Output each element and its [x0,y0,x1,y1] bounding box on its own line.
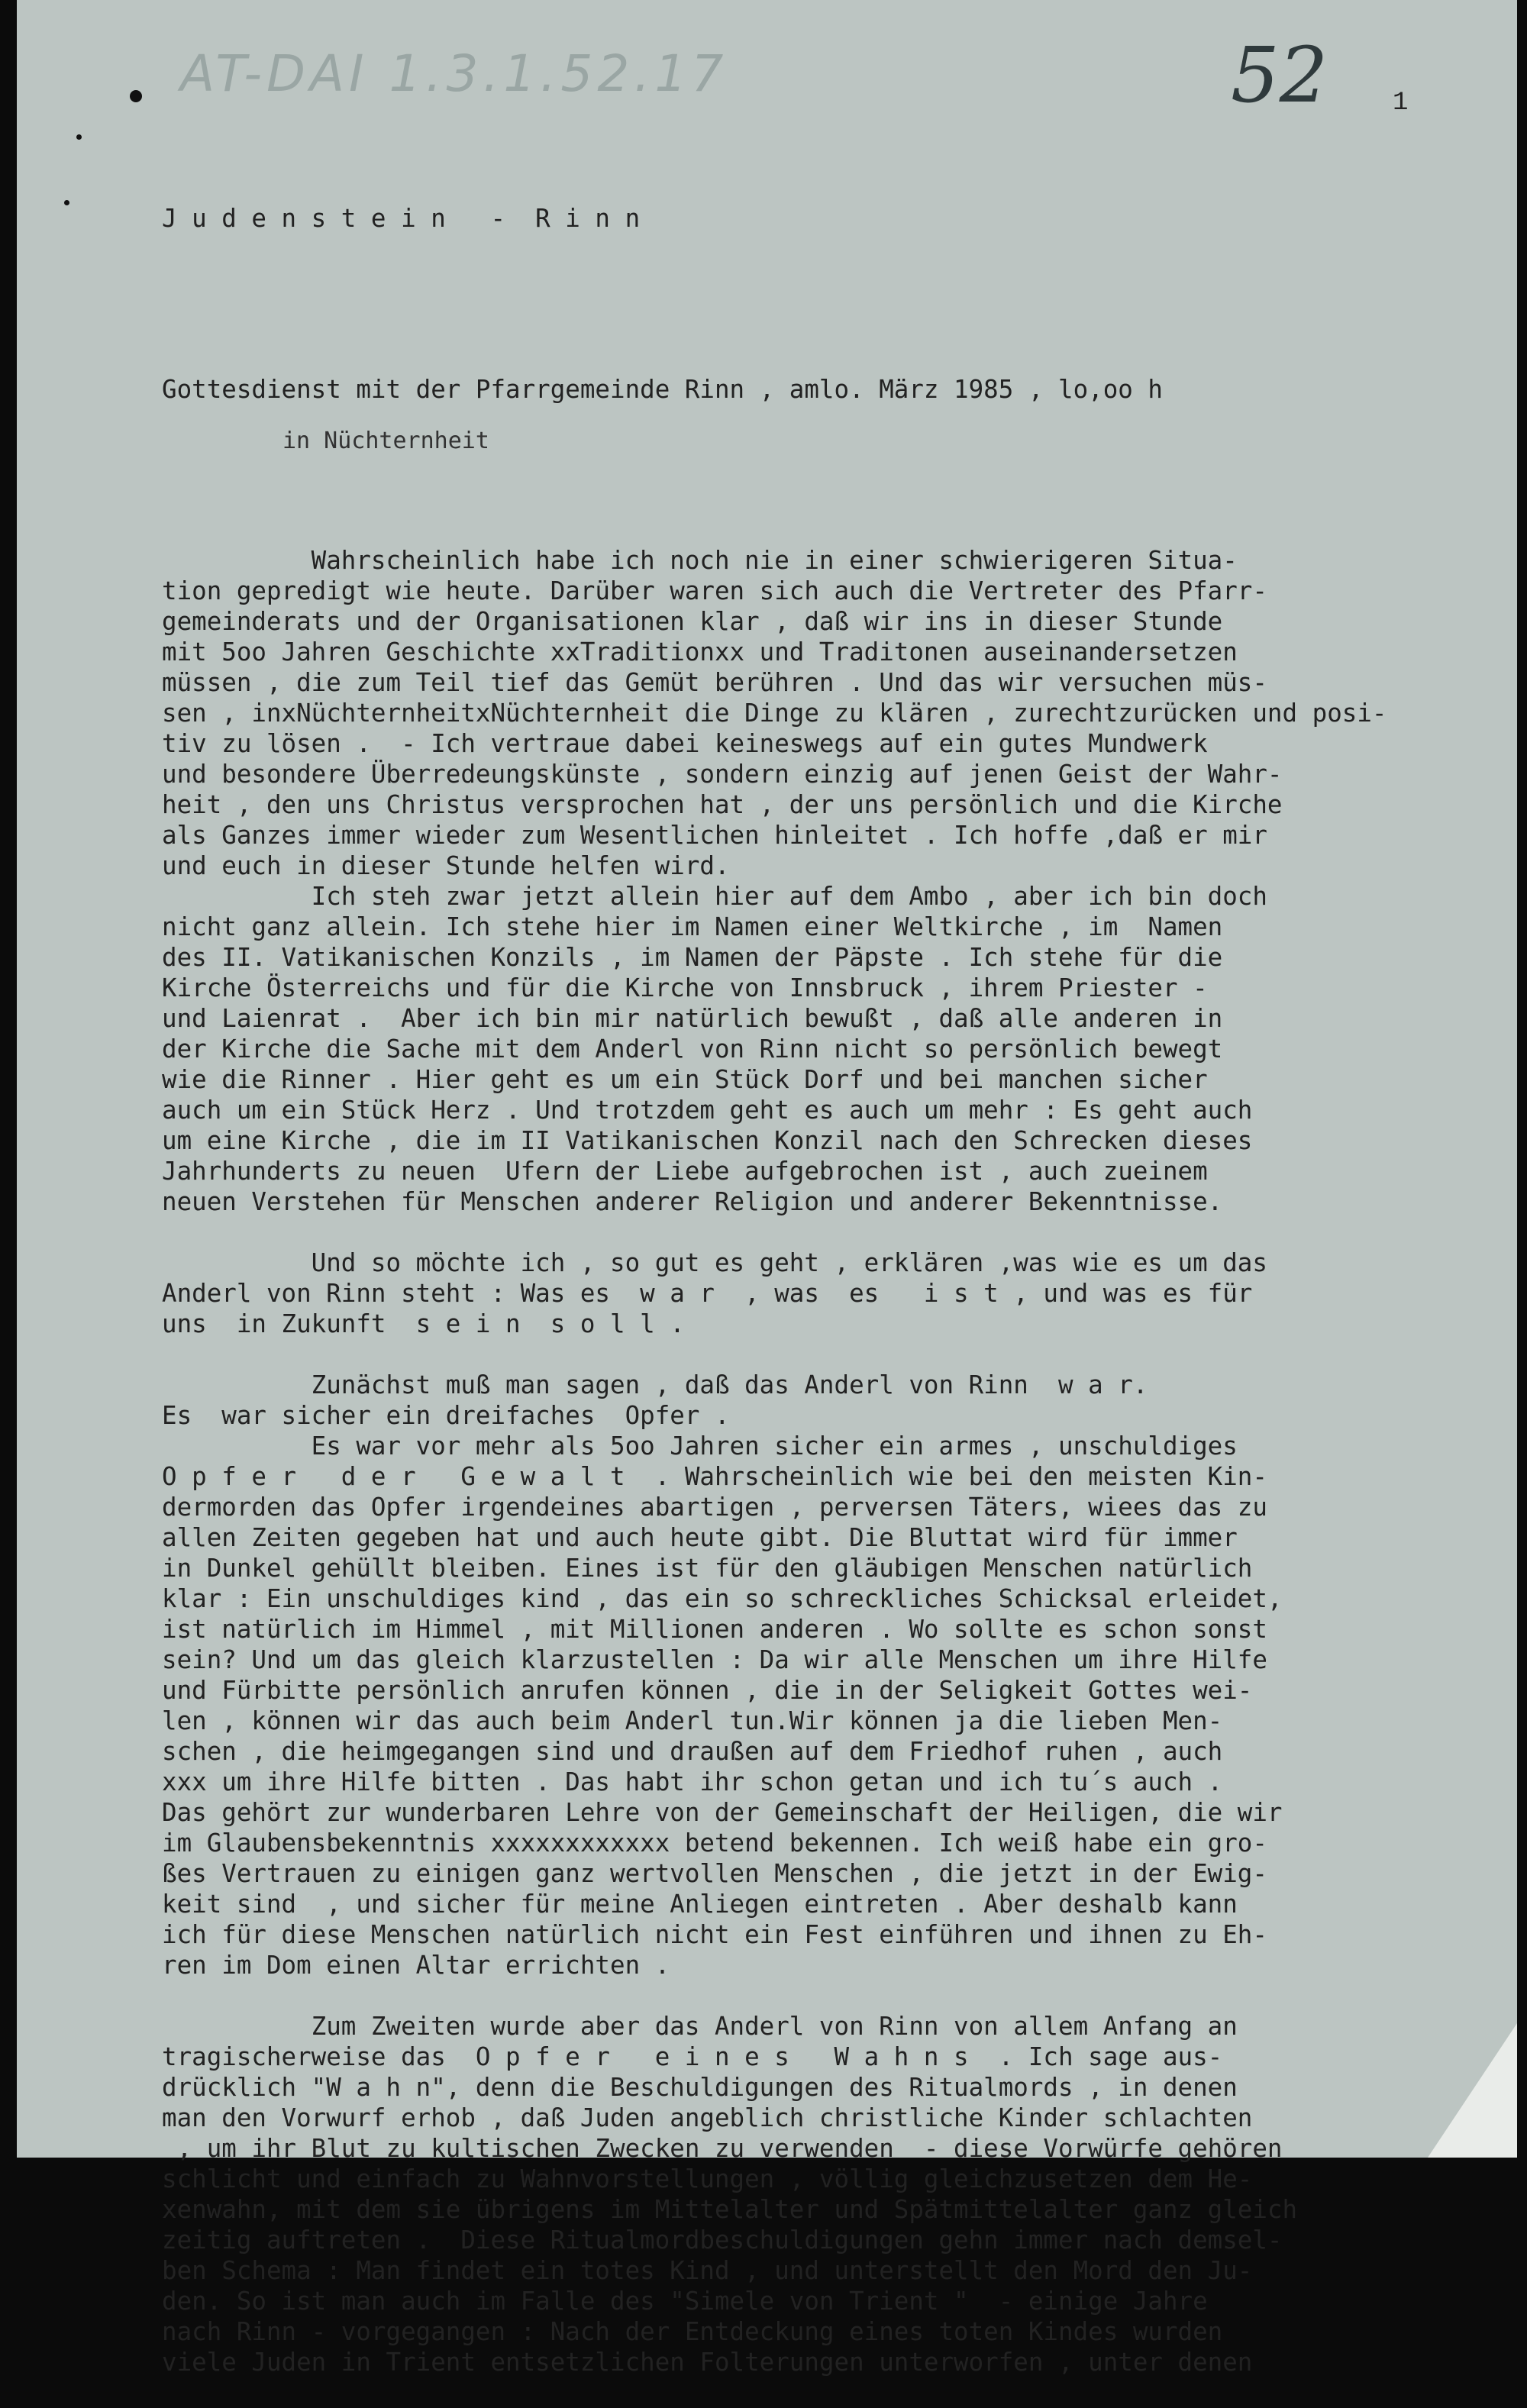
body-line: Es war sicher ein dreifaches Opfer . [162,1401,730,1430]
body-line: neuen Verstehen für Menschen anderer Religion und anderer Bekenntnisse. [162,1187,1223,1216]
punch-mark [130,90,142,102]
body-line: gemeinderats und der Organisationen klar , daß wir ins in dieser Stunde [162,607,1223,636]
body-line: tragischerweise das O p f e r e i n e s W a h n s . Ich sage aus- [162,2042,1223,2071]
typed-insertion: in Nüchternheit [282,428,489,454]
body-line: keit sind , und sicher für meine Anliegen eintreten . Aber deshalb kann [162,1890,1238,1919]
body-line: ich für diese Menschen natürlich nicht ein Fest einführen und ihnen zu Eh- [162,1920,1267,1949]
body-line: Es war vor mehr als 5oo Jahren sicher ein armes , unschuldiges [162,1432,1238,1461]
paragraph-gap [162,1980,1513,2011]
body-line: in Dunkel gehüllt bleiben. Eines ist für den gläubigen Menschen natürlich [162,1554,1253,1583]
body-line: zeitig auftreten . Diese Ritualmordbeschuldigungen gehn immer nach demsel- [162,2226,1283,2255]
body-line: Zunächst muß man sagen , daß das Anderl von Rinn w a r. [162,1370,1148,1399]
body-line: den. So ist man auch im Falle des "Simele von Trient " - einige Jahre [162,2287,1208,2316]
body-line: auch um ein Stück Herz . Und trotzdem geht es auch um mehr : Es geht auch [162,1096,1253,1125]
body-line: dermorden das Opfer irgendeines abartigen , perversen Täters, wiees das zu [162,1493,1267,1522]
page-number: 1 [1393,89,1409,118]
body-line: , um ihr Blut zu kultischen Zwecken zu verwenden - diese Vorwürfe gehören [162,2134,1283,2163]
body-line: des II. Vatikanischen Konzils , im Namen der Päpste . Ich stehe für die [162,943,1223,972]
archive-stamp-id: AT-DAI 1.3.1.52.17 [180,44,728,103]
body-text [162,545,1513,2377]
document-title: J u d e n s t e i n - R i n n [162,204,641,233]
body-line: als Ganzes immer wieder zum Wesentlichen hinleitet . Ich hoffe ,daß er mir [162,821,1267,850]
body-line: und euch in dieser Stunde helfen wird. [162,851,730,880]
body-line: Jahrhunderts zu neuen Ufern der Liebe aufgebrochen ist , auch zueinem [162,1157,1208,1186]
paragraph-gap [162,1339,1513,1370]
punch-mark [64,200,69,205]
handwritten-folio-number: 52 [1231,31,1328,120]
body-line: xenwahn, mit dem sie übrigens im Mittelalter und Spätmittelalter ganz gleich [162,2195,1298,2224]
body-line: klar : Ein unschuldiges kind , das ein so schreckliches Schicksal erleidet, [162,1584,1283,1613]
body-line: schen , die heimgegangen sind und draußen auf dem Friedhof ruhen , auch [162,1737,1223,1766]
body-line: um eine Kirche , die im II Vatikanischen Konzil nach den Schrecken dieses [162,1126,1253,1155]
body-line: der Kirche die Sache mit dem Anderl von Rinn nicht so persönlich bewegt [162,1035,1223,1064]
body-line: und Fürbitte persönlich anrufen können , die in der Seligkeit Gottes wei- [162,1676,1253,1705]
body-line: Anderl von Rinn steht : Was es w a r , was es i s t , und was es für [162,1279,1253,1308]
body-line: uns in Zukunft s e i n s o l l . [162,1309,685,1338]
body-line: Ich steh zwar jetzt allein hier auf dem Ambo , aber ich bin doch [162,882,1267,911]
body-line: sen , inxNüchternheitxNüchternheit die Dinge zu klären , zurechtzurücken und posi- [162,699,1387,728]
body-line: ren im Dom einen Altar errichten . [162,1951,670,1980]
body-line: Wahrscheinlich habe ich noch nie in einer schwierigeren Situa- [162,546,1238,575]
body-line: Und so möchte ich , so gut es geht , erklären ,was wie es um das [162,1248,1267,1277]
body-line: Das gehört zur wunderbaren Lehre von der Gemeinschaft der Heiligen, die wir [162,1798,1283,1827]
body-line: mit 5oo Jahren Geschichte xxTraditionxx und Traditonen auseinandersetzen [162,638,1238,667]
body-line: man den Vorwurf erhob , daß Juden angeblich christliche Kinder schlachten [162,2103,1253,2132]
document-subtitle: Gottesdienst mit der Pfarrgemeinde Rinn , amlo. März 1985 , lo,oo h [162,375,1163,404]
body-line: tiv zu lösen . - Ich vertraue dabei keineswegs auf ein gutes Mundwerk [162,729,1208,758]
typed-text-block [162,142,1513,2408]
body-line: sein? Und um das gleich klarzustellen : Da wir alle Menschen um ihre Hilfe [162,1645,1267,1674]
body-line: schlicht und einfach zu Wahnvorstellungen , völlig gleichzusetzen dem He- [162,2164,1253,2193]
body-line: und besondere Überredeungskünste , sondern einzig auf jenen Geist der Wahr- [162,760,1283,789]
body-line: len , können wir das auch beim Anderl tun.Wir können ja die lieben Men- [162,1706,1223,1735]
body-line: heit , den uns Christus versprochen hat , der uns persönlich und die Kirche [162,790,1283,819]
body-line: nicht ganz allein. Ich stehe hier im Namen einer Weltkirche , im Namen [162,912,1223,941]
body-line: tion gepredigt wie heute. Darüber waren sich auch die Vertreter des Pfarr- [162,576,1267,605]
body-line: O p f e r d e r G e w a l t . Wahrscheinlich wie bei den meisten Kin- [162,1462,1267,1491]
spacer [162,295,1513,313]
body-line: Kirche Österreichs und für die Kirche von Innsbruck , ihrem Priester - [162,973,1208,1002]
body-line: viele Juden in Trient entsetzlichen Folterungen unterworfen , unter denen [162,2348,1253,2377]
spacer [162,466,1513,484]
body-line: xxx um ihre Hilfe bitten . Das habt ihr schon getan und ich tu´s auch . [162,1767,1223,1796]
paragraph-gap [162,1217,1513,1248]
body-line: wie die Rinner . Hier geht es um ein Stück Dorf und bei manchen sicher [162,1065,1208,1094]
punch-mark [76,134,82,140]
body-line: müssen , die zum Teil tief das Gemüt berühren . Und das wir versuchen müs- [162,668,1267,697]
body-line: nach Rinn - vorgegangen : Nach der Entdeckung eines toten Kindes wurden [162,2317,1223,2346]
body-line: Zum Zweiten wurde aber das Anderl von Rinn von allem Anfang an [162,2012,1238,2041]
body-line: ist natürlich im Himmel , mit Millionen anderen . Wo sollte es schon sonst [162,1615,1267,1644]
body-line: ßes Vertrauen zu einigen ganz wertvollen Menschen , die jetzt in der Ewig- [162,1859,1267,1888]
body-line: drücklich "W a h n", denn die Beschuldigungen des Ritualmords , in denen [162,2073,1238,2102]
body-line: allen Zeiten gegeben hat und auch heute gibt. Die Bluttat wird für immer [162,1523,1238,1552]
body-line: und Laienrat . Aber ich bin mir natürlich bewußt , daß alle anderen in [162,1004,1223,1033]
body-line: im Glaubensbekenntnis xxxxxxxxxxxx betend bekennen. Ich weiß habe ein gro- [162,1829,1267,1858]
body-line: ben Schema : Man findet ein totes Kind , und unterstellt den Mord den Ju- [162,2256,1253,2285]
